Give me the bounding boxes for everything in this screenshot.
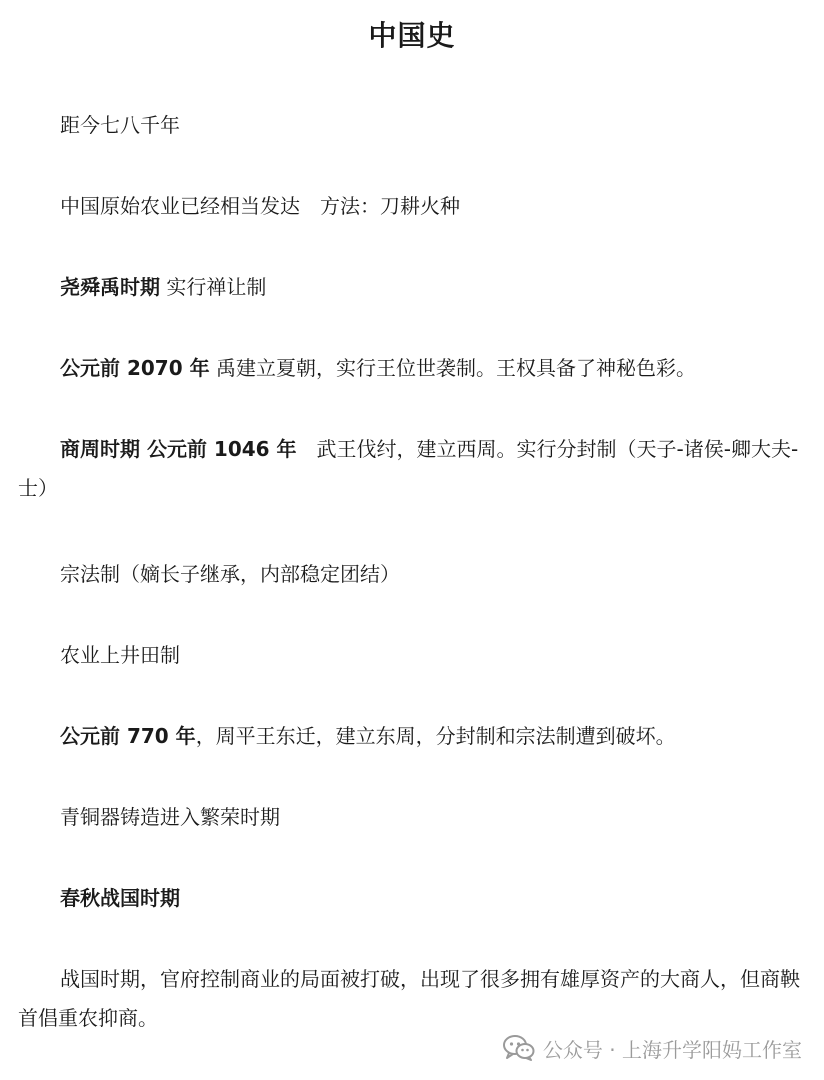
paragraph-2 — [18, 187, 810, 226]
paragraph-3 — [18, 268, 810, 307]
paragraph-text: 青铜器铸造进入繁荣时期 — [60, 805, 280, 829]
paragraph-bold-text: 公元前 770 年 — [60, 724, 196, 748]
watermark — [503, 1030, 802, 1066]
paragraph-bold-text: 商周时期 公元前 1046 年 — [60, 437, 297, 461]
paragraph-1 — [18, 106, 810, 145]
wechat-icon — [503, 1035, 535, 1061]
paragraph-5 — [18, 430, 810, 508]
page-title: 中国史 — [368, 19, 456, 52]
paragraph-text: 禹建立夏朝，实行王位世袭制。王权具备了神秘色彩。 — [209, 356, 696, 380]
paragraph-text: 宗法制（嫡长子继承，内部稳定团结） — [60, 562, 400, 586]
paragraph-6 — [18, 555, 810, 594]
watermark-text: 公众号 · 上海升学阳妈工作室 — [542, 1037, 802, 1062]
paragraph-4 — [18, 349, 810, 388]
paragraph-text: 武王伐纣，建立西周。实行分封制（天子-诸侯-卿大夫-士） — [18, 437, 799, 500]
paragraph-text: 战国时期，官府控制商业的局面被打破，出现了很多拥有雄厚资产的大商人，但商鞅首倡重农抑商。 — [18, 967, 800, 1030]
paragraph-text: 农业上井田制 — [60, 643, 180, 667]
paragraph-bold-text: 公元前 2070 年 — [60, 356, 210, 380]
paragraph-text: ，周平王东迁，建立东周，分封制和宗法制遭到破坏。 — [195, 724, 676, 748]
paragraph-text: 中国原始农业已经相当发达 方法：刀耕火种 — [60, 194, 460, 218]
paragraph-8 — [18, 717, 810, 756]
paragraph-text: 距今七八千年 — [60, 113, 180, 137]
paragraph-11 — [18, 960, 810, 1038]
paragraph-text: 实行禅让制 — [160, 275, 267, 299]
paragraph-bold-text: 尧舜禹时期 — [60, 275, 160, 299]
paragraph-10 — [18, 879, 810, 918]
paragraph-bold-text: 春秋战国时期 — [60, 886, 180, 910]
paragraph-9 — [18, 798, 810, 837]
paragraph-7 — [18, 636, 810, 675]
